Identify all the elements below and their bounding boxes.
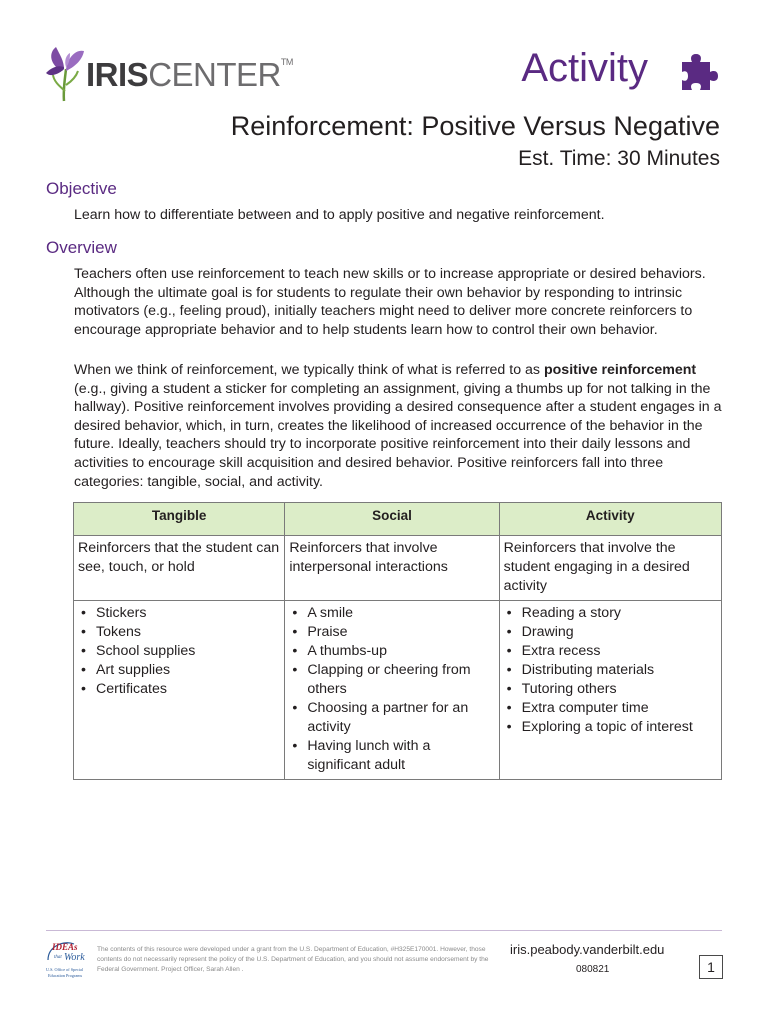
funding-disclaimer: The contents of this resource were developed under a grant from the U.S. Department of Education, #H325E170001. However, those contents do not necessarily represent the policy of the U.S. Department of Education, and you should not assume endorsement by the Federal Government. Project Officer, Sarah Allen . xyxy=(97,946,489,973)
p2-text-after: (e.g., giving a student a sticker for completing an assignment, giving a thumbs up for not talking in the hallway). Positive reinforcement involves providing a desired consequence after a student engages in a desired behavior, which, in turn, creates the likelihood of increased occurrence of the behavior in the future. Ideally, teachers should try to incorporate positive reinforcement into their daily lessons and activities to encourage skill acquisition and desired behavior. Positive reinforcers fall into three categories: tangible, social, and activity. xyxy=(74,380,722,490)
logo-light: CENTER xyxy=(148,55,281,93)
list-item: • Clapping or cheering from others xyxy=(289,661,494,699)
activity-list xyxy=(504,604,717,737)
idea-logo-that: that xyxy=(54,955,62,960)
list-item: • Extra recess xyxy=(504,642,717,661)
reinforcer-categories-table xyxy=(73,502,722,780)
header-social: Social xyxy=(285,503,499,536)
table-header-row xyxy=(74,503,722,536)
logo-wordmark xyxy=(86,55,293,93)
footer-divider xyxy=(46,930,722,931)
idea-logo-work: Work xyxy=(64,952,85,963)
positive-reinforcement-term: positive reinforcement xyxy=(543,362,697,378)
list-item: • Reading a story xyxy=(504,604,717,623)
page-number: 1 xyxy=(699,955,723,979)
list-item: • A smile xyxy=(289,604,494,623)
table-row-examples xyxy=(74,601,722,780)
p2-text-before: When we think of reinforcement, we typically think of what is referred to as xyxy=(74,362,544,378)
header-tangible: Tangible xyxy=(74,503,285,536)
overview-heading: Overview xyxy=(46,238,117,257)
website-url[interactable]: iris.peabody.vanderbilt.edu xyxy=(510,942,665,957)
social-list xyxy=(289,604,494,775)
logo-trademark: TM xyxy=(280,56,293,67)
ideas-that-work-logo xyxy=(44,938,96,986)
overview-paragraph-1: Teachers often use reinforcement to teach new skills or to increase appropriate or desired behaviors. Although the ultimate goal is for students to regulate their own behavior by responding to intrinsic motivators (e.g., feeling proud), initially teachers might need to deliver more concrete reinforcers to encourage appropriate behavior and to help students learn how to control their own behavior. xyxy=(74,266,706,338)
social-examples xyxy=(285,601,499,780)
list-item: • Extra computer time xyxy=(504,699,717,718)
estimated-time: Est. Time: 30 Minutes xyxy=(518,147,720,170)
logo-bold: IRIS xyxy=(86,55,149,93)
list-item: • A thumbs-up xyxy=(289,642,494,661)
iris-center-logo xyxy=(44,44,293,104)
social-description: Reinforcers that involve interpersonal interactions xyxy=(285,536,499,601)
list-item: • Tokens xyxy=(78,623,280,642)
page-title: Reinforcement: Positive Versus Negative xyxy=(230,111,720,141)
list-item: • Drawing xyxy=(504,623,717,642)
list-item: • Choosing a partner for an activity xyxy=(289,699,494,737)
tangible-list xyxy=(78,604,280,699)
table-row-descriptions xyxy=(74,536,722,601)
list-item: • Having lunch with a significant adult xyxy=(289,737,494,775)
list-item: • Exploring a topic of interest xyxy=(504,718,717,737)
puzzle-piece-icon xyxy=(678,52,718,92)
tangible-examples xyxy=(74,601,285,780)
idea-logo-sub1: U.S. Office of Special xyxy=(46,967,84,972)
header-activity: Activity xyxy=(499,503,721,536)
document-code: 080821 xyxy=(576,964,610,975)
tangible-description: Reinforcers that the student can see, touch, or hold xyxy=(74,536,285,601)
iris-flower-icon xyxy=(44,45,88,103)
idea-logo-top: IDEAs xyxy=(52,942,78,952)
list-item: • Certificates xyxy=(78,680,280,699)
overview-paragraph-2 xyxy=(74,361,722,491)
list-item: • Praise xyxy=(289,623,494,642)
section-label: Activity xyxy=(521,46,648,90)
activity-examples xyxy=(499,601,721,780)
list-item: • Stickers xyxy=(78,604,280,623)
list-item: • Tutoring others xyxy=(504,680,717,699)
list-item: • Art supplies xyxy=(78,661,280,680)
objective-text: Learn how to differentiate between and to apply positive and negative reinforcement. xyxy=(74,207,605,223)
list-item: • School supplies xyxy=(78,642,280,661)
objective-heading: Objective xyxy=(46,179,117,198)
idea-logo-sub2: Education Programs xyxy=(48,973,83,978)
activity-description: Reinforcers that involve the student engaging in a desired activity xyxy=(499,536,721,601)
list-item: • Distributing materials xyxy=(504,661,717,680)
